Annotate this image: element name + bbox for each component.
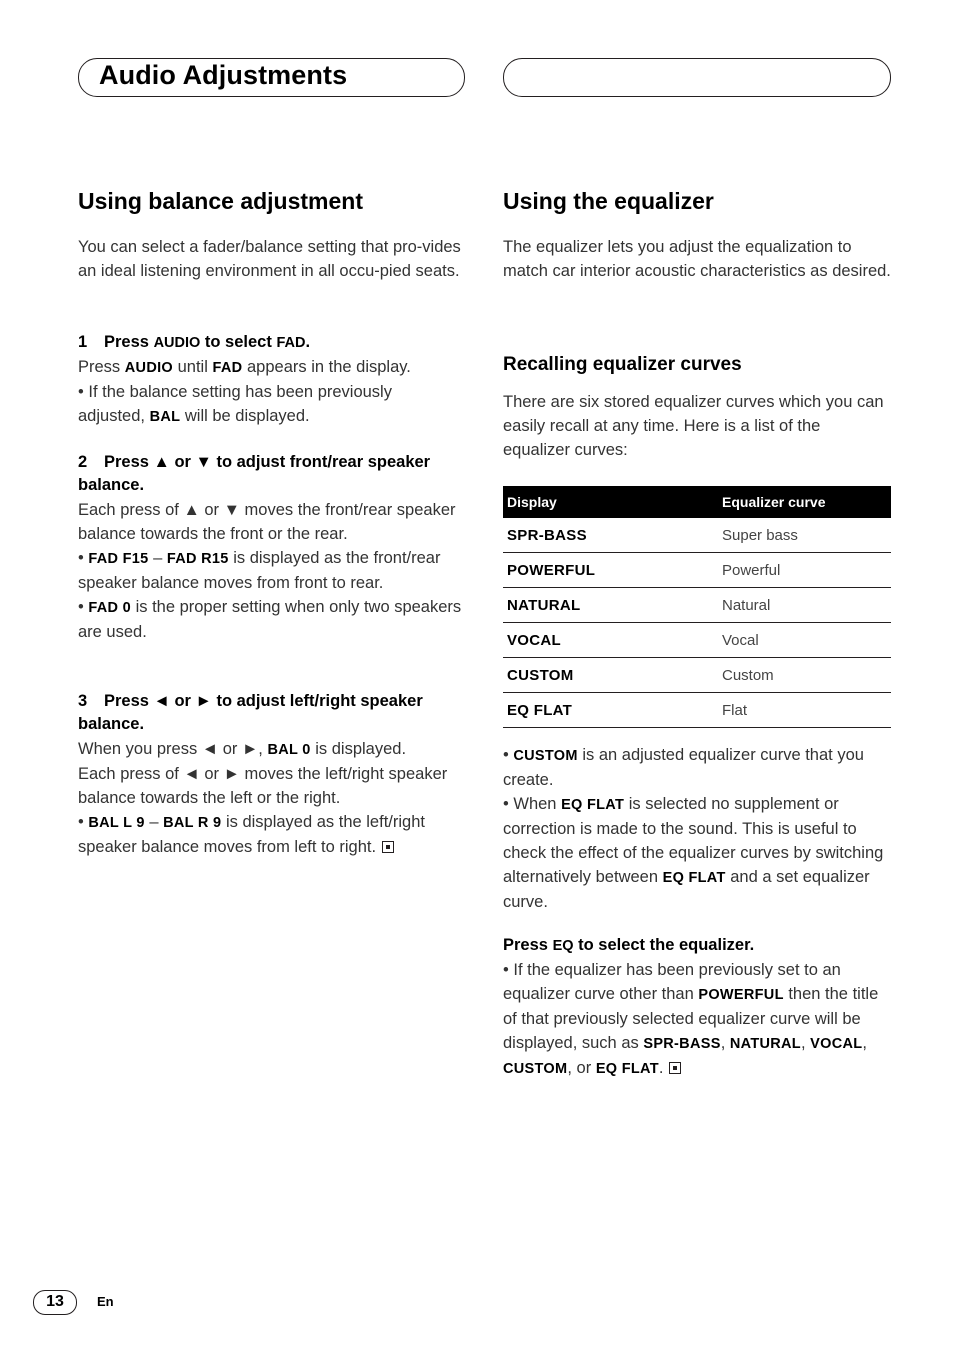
press-eq-title bbox=[503, 934, 891, 958]
note-text: • If the equalizer has been previously set to an equalizer curve other than bbox=[503, 961, 841, 1003]
table-row bbox=[503, 553, 891, 588]
key-label: EQ bbox=[552, 938, 574, 954]
display-keyword: SPR-BASS bbox=[643, 1036, 721, 1052]
table-cell-curve: Super bass bbox=[718, 518, 891, 553]
step-number: 1 bbox=[78, 333, 88, 351]
step-1-title bbox=[78, 331, 310, 355]
body-text: is displayed. bbox=[315, 740, 407, 758]
body-text: Press bbox=[78, 358, 121, 376]
column-header-curve: Equalizer curve bbox=[718, 486, 891, 518]
press-eq-note: • If the equalizer has been previously set to an equalizer curve other than POWERFUL then the title of that previously selected equalizer curve will be displayed, such as SPR-BASS, NATURAL, VOCAL, CUSTOM, or EQ FLAT. bbox=[503, 961, 879, 1077]
step-text: to select the equalizer. bbox=[578, 936, 755, 954]
display-keyword: EQ FLAT bbox=[662, 870, 726, 886]
table-header-row bbox=[503, 486, 891, 518]
step-1-body bbox=[78, 355, 463, 429]
display-keyword: FAD 0 bbox=[88, 600, 131, 616]
step-2-body: Each press of ▲ or ▼ moves the front/rear speaker balance towards the front or the rear. • FAD F15 – FAD R15 is displayed as the front/rear speaker balance moves from front to rear. • FAD 0 is the proper setting when only two speakers are used. bbox=[78, 501, 462, 641]
table-row bbox=[503, 588, 891, 623]
note-text: then the title of that previously selected equalizer curve will be displayed, such as bbox=[503, 985, 879, 1052]
body-text: – bbox=[153, 549, 163, 567]
step-text: to select bbox=[204, 333, 272, 351]
key-label: AUDIO bbox=[153, 335, 201, 351]
table-row bbox=[503, 623, 891, 658]
display-keyword: FAD F15 bbox=[88, 551, 149, 567]
note-text: • If the balance setting has been previously adjusted, bbox=[78, 383, 392, 425]
recalling-intro-text: There are six stored equalizer curves which you can easily recall at any time. Here is a list of the equalizer curves: bbox=[503, 393, 884, 459]
note-text: and a set equalizer curve. bbox=[503, 868, 870, 911]
display-keyword: BAL 0 bbox=[267, 742, 311, 758]
table-cell-display: CUSTOM bbox=[503, 658, 718, 693]
equalizer-curve-table bbox=[503, 486, 891, 728]
step-text: Press ◄ or ► to adjust left/right speaker balance. bbox=[78, 692, 423, 733]
table-cell-curve: Powerful bbox=[718, 553, 891, 588]
end-of-section-icon bbox=[382, 841, 394, 853]
column-header-display: Display bbox=[503, 486, 718, 518]
table-cell-display: SPR-BASS bbox=[503, 518, 718, 553]
display-keyword: BAL bbox=[149, 409, 181, 425]
end-of-section-icon bbox=[669, 1062, 681, 1074]
display-keyword: CUSTOM bbox=[513, 748, 578, 764]
body-text: – bbox=[149, 813, 159, 831]
body-text: Each press of ▲ or ▼ moves the front/rear speaker balance towards the front or the rear. bbox=[78, 501, 456, 543]
table-cell-display: VOCAL bbox=[503, 623, 718, 658]
table-cell-curve: Vocal bbox=[718, 623, 891, 658]
display-keyword: BAL L 9 bbox=[88, 815, 145, 831]
section-heading-equalizer: Using the equalizer bbox=[503, 188, 714, 214]
equalizer-intro-text: The equalizer lets you adjust the equalization to match car interior acoustic characteristics as desired. bbox=[503, 238, 891, 280]
note-text: or bbox=[576, 1059, 592, 1077]
key-label: FAD bbox=[276, 335, 306, 351]
body-text: appears in the display. bbox=[246, 358, 411, 376]
table-cell-curve: Natural bbox=[718, 588, 891, 623]
step-3-title bbox=[78, 690, 463, 736]
display-keyword: POWERFUL bbox=[698, 987, 784, 1003]
equalizer-intro bbox=[503, 235, 891, 283]
step-text: Press ▲ or ▼ to adjust front/rear speaker balance. bbox=[78, 453, 431, 494]
step-text: . bbox=[305, 333, 311, 351]
body-text: When you press ◄ or ►, bbox=[78, 740, 263, 758]
note-text: will be displayed. bbox=[184, 407, 310, 425]
note-text: is displayed as the front/rear speaker balance moves from front to rear. bbox=[78, 549, 441, 592]
step-text: Press bbox=[503, 936, 548, 954]
balance-intro bbox=[78, 235, 461, 283]
display-keyword: EQ FLAT bbox=[561, 797, 625, 813]
step-2-title bbox=[78, 451, 463, 497]
display-keyword: FAD bbox=[212, 360, 243, 376]
display-keyword: FAD R15 bbox=[166, 551, 229, 567]
display-keyword: BAL R 9 bbox=[163, 815, 222, 831]
page-number: 13 bbox=[33, 1290, 77, 1315]
table-row bbox=[503, 518, 891, 553]
note-text: is displayed as the left/right speaker balance moves from left to right. bbox=[78, 813, 425, 856]
section-heading-balance: Using balance adjustment bbox=[78, 188, 364, 214]
header-empty-frame bbox=[503, 58, 891, 97]
note-text: is the proper setting when only two speakers are used. bbox=[78, 598, 462, 641]
table-row bbox=[503, 658, 891, 693]
balance-intro-text: You can select a fader/balance setting that pro-vides an ideal listening environment in all occu-pied seats. bbox=[78, 238, 461, 280]
note-text: When bbox=[513, 795, 557, 813]
table-row bbox=[503, 693, 891, 728]
display-keyword: EQ FLAT bbox=[595, 1061, 659, 1077]
step-number: 2 bbox=[78, 453, 88, 471]
display-keyword: VOCAL bbox=[810, 1036, 863, 1052]
display-keyword: CUSTOM bbox=[503, 1061, 568, 1077]
display-keyword: NATURAL bbox=[729, 1036, 801, 1052]
table-cell-display: NATURAL bbox=[503, 588, 718, 623]
body-text: Each press of ◄ or ► moves the left/right speaker balance towards the left or the right. bbox=[78, 765, 448, 807]
table-cell-curve: Custom bbox=[718, 658, 891, 693]
page-title: Audio Adjustments bbox=[99, 60, 348, 90]
table-cell-display: EQ FLAT bbox=[503, 693, 718, 728]
display-keyword: AUDIO bbox=[124, 360, 174, 376]
equalizer-notes: • CUSTOM is an adjusted equalizer curve that you create. • When EQ FLAT is selected no supplement or correction is made to the sound. This is useful to check the effect of the equalizer curves by switching alternatively between EQ FLAT and a set equalizer curve. bbox=[503, 746, 884, 911]
language-label: En bbox=[97, 1294, 114, 1309]
step-3-body: When you press ◄ or ►, BAL 0 is displayed. Each press of ◄ or ► moves the left/right speaker balance towards the left or the right. • BAL L 9 – BAL R 9 is displayed as the left/right speaker balance moves from left to right. bbox=[78, 740, 448, 856]
step-text: Press bbox=[104, 333, 149, 351]
subheading-recalling: Recalling equalizer curves bbox=[503, 354, 742, 375]
header-title-frame bbox=[78, 58, 465, 97]
note-text: is selected no supplement or correction is made to the sound. This is useful to check the effect of the equalizer curves by switching alternatively between bbox=[503, 795, 884, 886]
body-text: until bbox=[177, 358, 208, 376]
recalling-intro bbox=[503, 390, 891, 462]
step-number: 3 bbox=[78, 692, 88, 710]
table-cell-display: POWERFUL bbox=[503, 553, 718, 588]
note-text: is an adjusted equalizer curve that you create. bbox=[503, 746, 864, 789]
table-cell-curve: Flat bbox=[718, 693, 891, 728]
